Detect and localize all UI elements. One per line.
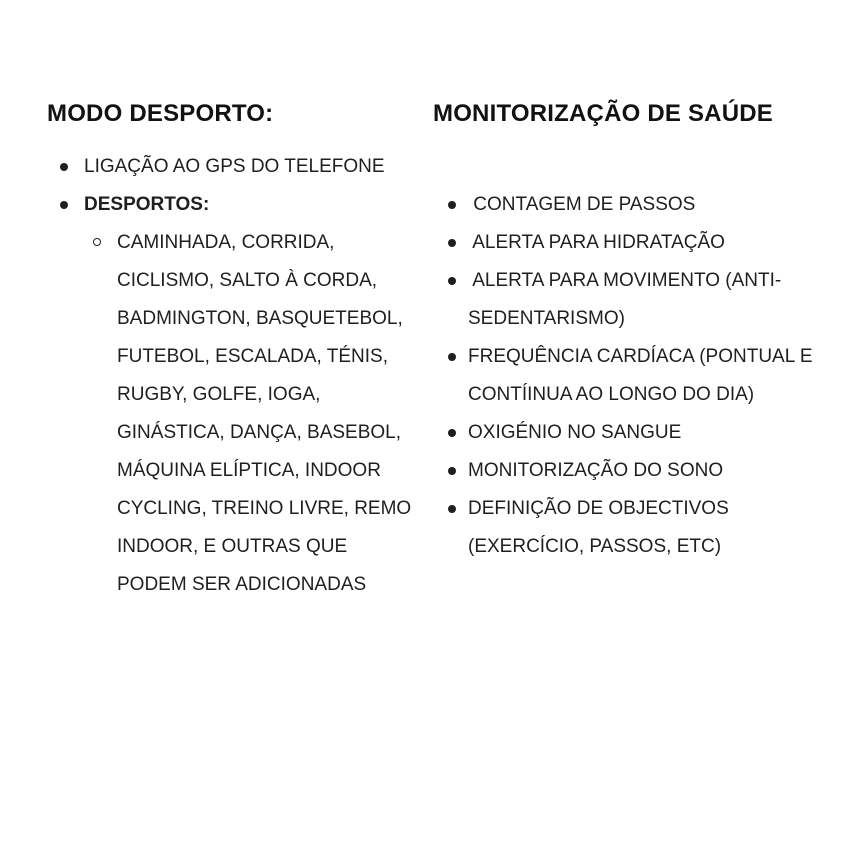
text-line: FREQUÊNCIA CARDÍACA (PONTUAL E — [468, 346, 813, 367]
text-line: CONTAGEM DE PASSOS — [468, 194, 696, 215]
health-monitoring-feature-list — [433, 186, 833, 566]
list-item-text — [468, 452, 723, 490]
list-item — [433, 490, 833, 566]
bullet-gutter — [433, 414, 468, 437]
filled-bullet-icon — [448, 353, 456, 361]
bullet-gutter — [433, 452, 468, 475]
list-item-text — [117, 224, 411, 604]
text-line: PODEM SER ADICIONADAS — [117, 574, 367, 595]
list-item — [47, 148, 447, 186]
sport-mode-section — [47, 100, 447, 604]
list-item-text — [468, 490, 729, 566]
bullet-gutter — [433, 262, 468, 285]
sport-mode-heading: MODO DESPORTO: — [47, 100, 274, 127]
list-item — [47, 186, 447, 224]
filled-bullet-icon — [448, 429, 456, 437]
filled-bullet-icon — [448, 239, 456, 247]
list-item — [433, 414, 833, 452]
text-line: BADMINGTON, BASQUETEBOL, — [117, 308, 403, 329]
sport-mode-feature-list — [47, 148, 447, 604]
text-line: SEDENTARISMO) — [468, 308, 625, 329]
text-line: INDOOR, E OUTRAS QUE — [117, 536, 348, 557]
text-line: (EXERCÍCIO, PASSOS, ETC) — [468, 536, 722, 557]
list-item — [433, 338, 833, 414]
list-item-text — [468, 186, 695, 224]
text-line: GINÁSTICA, DANÇA, BASEBOL, — [117, 422, 402, 443]
text-line: DEFINIÇÃO DE OBJECTIVOS — [468, 498, 729, 519]
bullet-gutter — [47, 186, 84, 209]
bullet-gutter — [433, 186, 468, 209]
list-item-text — [468, 262, 781, 338]
list-item — [433, 262, 833, 338]
health-monitoring-heading: MONITORIZAÇÃO DE SAÚDE — [433, 100, 773, 127]
list-item-text — [468, 338, 813, 414]
text-line: ALERTA PARA MOVIMENTO (ANTI- — [468, 270, 782, 291]
filled-bullet-icon — [448, 505, 456, 513]
text-line: MÁQUINA ELÍPTICA, INDOOR — [117, 460, 381, 481]
bullet-gutter — [47, 224, 117, 246]
list-item — [433, 224, 833, 262]
list-item-text — [84, 186, 209, 224]
list-item-text — [84, 148, 385, 186]
filled-bullet-icon — [448, 277, 456, 285]
bullet-gutter — [433, 224, 468, 247]
text-line: RUGBY, GOLFE, IOGA, — [117, 384, 321, 405]
text-line: ALERTA PARA HIDRATAÇÃO — [468, 232, 725, 253]
text-line: CONTÍINUA AO LONGO DO DIA) — [468, 384, 755, 405]
list-item-text — [468, 224, 725, 262]
text-line: OXIGÉNIO NO SANGUE — [468, 422, 682, 443]
text-line: CYCLING, TREINO LIVRE, REMO — [117, 498, 412, 519]
list-item — [433, 186, 833, 224]
text-line: CAMINHADA, CORRIDA, — [117, 232, 335, 253]
bullet-gutter — [433, 490, 468, 513]
text-line: MONITORIZAÇÃO DO SONO — [468, 460, 724, 481]
filled-bullet-icon — [60, 163, 68, 171]
list-item — [47, 224, 447, 604]
health-monitoring-section — [433, 100, 833, 566]
text-line: DESPORTOS: — [84, 194, 210, 215]
text-line: CICLISMO, SALTO À CORDA, — [117, 270, 378, 291]
bullet-gutter — [47, 148, 84, 171]
filled-bullet-icon — [60, 201, 68, 209]
hollow-bullet-icon — [93, 238, 101, 246]
filled-bullet-icon — [448, 467, 456, 475]
list-item-text — [468, 414, 681, 452]
filled-bullet-icon — [448, 201, 456, 209]
text-line: LIGAÇÃO AO GPS DO TELEFONE — [84, 156, 385, 177]
text-line: FUTEBOL, ESCALADA, TÉNIS, — [117, 346, 389, 367]
bullet-gutter — [433, 338, 468, 361]
list-item — [433, 452, 833, 490]
